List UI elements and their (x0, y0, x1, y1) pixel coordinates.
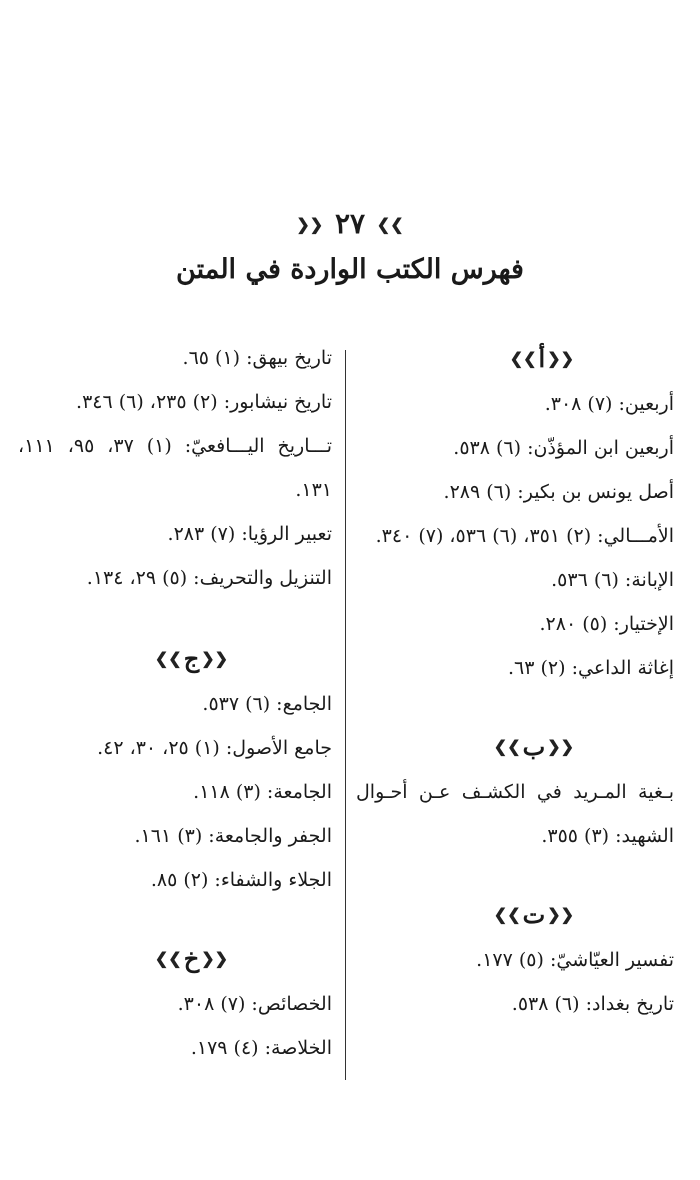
index-entry: الخصائص: (٧) ٣٠٨. (177, 993, 332, 1015)
ornament-icon: ❮❮ (547, 737, 574, 756)
index-section-jim (18, 636, 332, 902)
ornament-right-icon: ❮❮ (296, 215, 324, 234)
chapter-number-text: ٢٧ (334, 207, 366, 240)
section-heading (18, 636, 332, 682)
index-entry: تاريخ نيشابور: (٢) ٢٣٥، (٦) ٣٤٦. (76, 391, 332, 413)
section-letter: ج (183, 644, 200, 673)
index-entry: التنزيل والتحريف: (٥) ٢٩، ١٣٤. (86, 567, 332, 589)
right-column (356, 336, 674, 1060)
ornament-icon: ❮❮ (547, 349, 574, 368)
section-letter: ب (522, 732, 546, 761)
index-entry: بـغية المـريد في الكشـف عـن أحـوال الشهيد: (٣) ٣٥٥. (356, 781, 674, 847)
ornament-left-icon: ❯❯ (376, 215, 404, 234)
section-letter: ت (522, 900, 546, 929)
index-section-ta (356, 892, 674, 1026)
section-heading (356, 892, 674, 938)
index-entry: تاريخ بيهق: (١) ٦٥. (182, 347, 332, 369)
index-entry: تـــاريخ اليـــافعيّ: (١) ٣٧، ٩٥، ١١١، ١٣١. (18, 435, 333, 501)
index-entry: الجامعة: (٣) ١١٨. (193, 781, 332, 803)
index-section-ba (356, 724, 674, 858)
ornament-icon: ❯❯ (509, 349, 537, 368)
index-section-kha (18, 936, 332, 1070)
page-title: فهرس الكتب الواردة في المتن (176, 254, 524, 285)
ornament-icon: ❮❮ (201, 949, 228, 968)
section-letter: أ (538, 344, 546, 373)
index-entry: تاريخ بغداد: (٦) ٥٣٨. (511, 993, 674, 1015)
ornament-icon: ❮❮ (201, 649, 228, 668)
chapter-number (0, 206, 700, 243)
index-entry: الخلاصة: (٤) ١٧٩. (190, 1037, 332, 1059)
index-entry: أربعين ابن المؤذّن: (٦) ٥٣٨. (453, 437, 674, 459)
index-entry: أربعين: (٧) ٣٠٨. (544, 393, 674, 415)
index-entry: تفسير العيّاشيّ: (٥) ١٧٧. (476, 949, 674, 971)
index-entry: جامع الأصول: (١) ٢٥، ٣٠، ٤٢. (97, 737, 332, 759)
index-entry: إغاثة الداعي: (٢) ٦٣. (507, 657, 674, 679)
left-column (18, 336, 332, 1104)
ornament-icon: ❯❯ (493, 737, 521, 756)
index-entry: تعبير الرؤيا: (٧) ٢٨٣. (167, 523, 332, 545)
ornament-icon: ❯❯ (154, 649, 182, 668)
index-section-ta-continued (18, 336, 332, 600)
ornament-icon: ❯❯ (154, 949, 182, 968)
ornament-icon: ❯❯ (493, 905, 521, 924)
section-heading (356, 724, 674, 770)
column-divider (345, 350, 346, 1080)
index-entry: الإختيار: (٥) ٢٨٠. (539, 613, 674, 635)
index-entry: الجفر والجامعة: (٣) ١٦١. (134, 825, 332, 847)
ornament-icon: ❮❮ (547, 905, 574, 924)
index-section-alef (356, 336, 674, 690)
section-heading (18, 936, 332, 982)
section-letter: خ (183, 944, 200, 973)
index-entry: الأمـــالي: (٢) ٣٥١، (٦) ٥٣٦، (٧) ٣٤٠. (375, 525, 674, 547)
index-entry: الإبانة: (٦) ٥٣٦. (551, 569, 674, 591)
section-heading (356, 336, 674, 382)
index-entry: الجامع: (٦) ٥٣٧. (202, 693, 332, 715)
index-entry: أصل يونس بن بكير: (٦) ٢٨٩. (443, 481, 674, 503)
index-entry: الجلاء والشفاء: (٢) ٨٥. (150, 869, 332, 891)
